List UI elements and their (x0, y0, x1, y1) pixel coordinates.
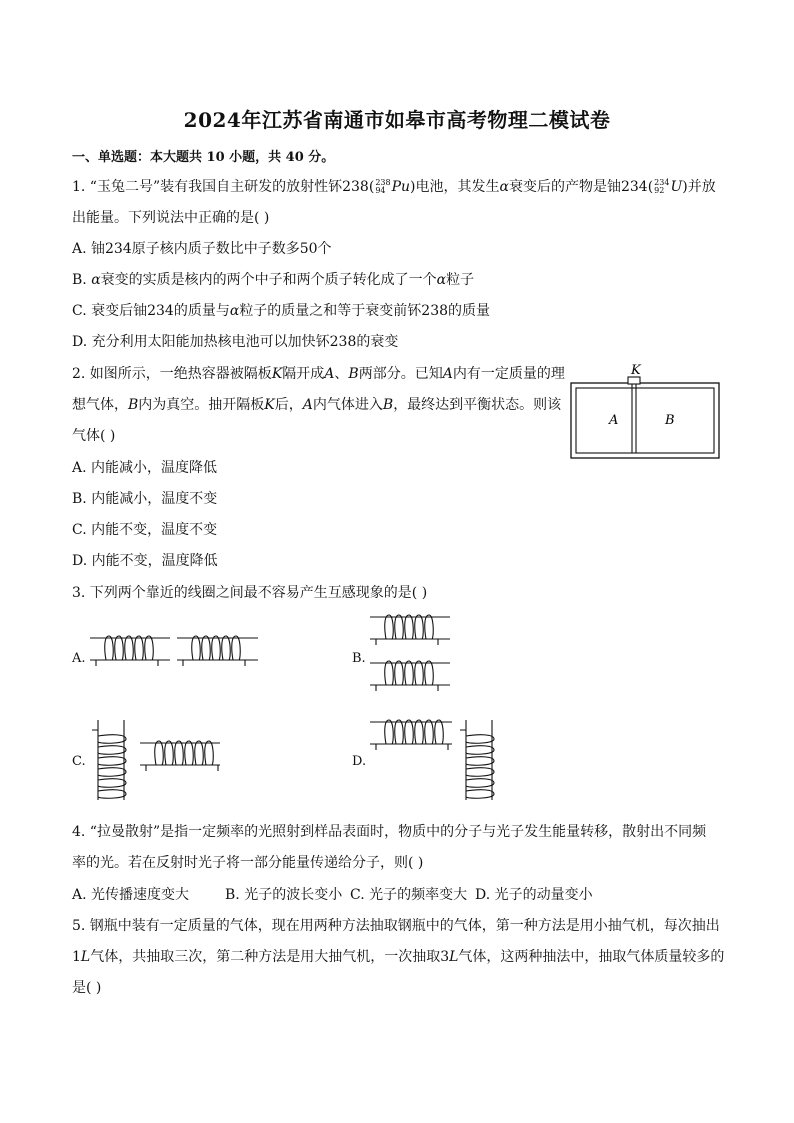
fig-label-k: K (631, 363, 641, 378)
coil-winding (376, 720, 443, 750)
section-heading: 一、单选题：本大题共 10 小题，共 40 分。 (72, 150, 335, 165)
q2-stem-line1: 2. 如图所示，一绝热容器被隔板K隔开成A、B两部分。已知A内有一定质量的理 (72, 366, 565, 382)
coil-winding (92, 730, 126, 798)
coil-a-right (177, 636, 258, 666)
q1-option-c: C. 衰变后铀234的质量与α粒子的质量之和等于衰变前钚238的质量 (72, 303, 491, 319)
page-title: 2024年江苏省南通市如皋市高考物理二模试卷 (183, 108, 611, 132)
q5-stem-line3: 是( ) (72, 980, 102, 996)
coil-a-left (90, 636, 170, 666)
q4-option-b: B. 光子的波长变小 (225, 887, 343, 903)
fig-label-b: B (665, 413, 675, 428)
coil-winding (183, 636, 240, 666)
coil-c-horizontal (140, 741, 220, 771)
q2-stem-line3: 气体( ) (72, 428, 116, 444)
fig-label-a: A (609, 413, 619, 428)
q3-label-c: C. (72, 754, 86, 769)
pu-isotope-notation: 238 94 (375, 178, 391, 195)
coil-winding (96, 636, 153, 666)
q2-option-a: A. 内能减小，温度降低 (72, 460, 218, 476)
q4-option-a: A. 光传播速度变大 (72, 887, 190, 903)
q3-label-a: A. (72, 651, 86, 666)
coil-d-horizontal (370, 720, 452, 750)
q4-option-c: C. 光子的频率变大 (350, 887, 468, 903)
u-isotope-notation: 234 92 (654, 178, 670, 195)
container-inner-wall (576, 388, 714, 453)
q2-container-figure (565, 362, 725, 462)
q4-stem-line2: 率的光。若在反射时光子将一部分能量传递给分子，则( ) (72, 855, 424, 871)
coil-pair-a (90, 636, 258, 666)
coil-pair-d (370, 720, 494, 800)
coil-winding (146, 741, 213, 771)
q5-stem-line1: 5. 钢瓶中装有一定质量的气体，现在用两种方法抽取钢瓶中的气体，第一种方法是用小抽气机，每次抽出 (72, 918, 720, 934)
q1-stem-line2: 出能量。下列说法中正确的是( ) (72, 210, 270, 226)
q4-stem-line1: 4. “拉曼散射”是指一定频率的光照射到样品表面时，物质中的分子与光子发生能量转移，散射出不同频 (72, 824, 707, 840)
q1-option-a: A. 铀234原子核内质子数比中子数多50个 (72, 241, 332, 257)
partition-handle (628, 377, 640, 384)
coil-c-vertical (92, 720, 126, 800)
coil-b-bottom (370, 661, 450, 691)
coil-d-vertical (460, 720, 494, 800)
q3-label-b: B. (352, 651, 366, 666)
q5-stem-line2: 1L气体，共抽取三次，第二种方法是用大抽气机，一次抽取3L气体，这两种抽法中，抽取气体质量较多的 (72, 949, 725, 965)
q2-option-c: C. 内能不变，温度不变 (72, 522, 218, 538)
q3-coil-figures (0, 600, 794, 810)
q1-option-b: B. α衰变的实质是核内的两个中子和两个质子转化成了一个α粒子 (72, 272, 475, 288)
coil-pair-c (92, 720, 220, 800)
q1-option-d: D. 充分利用太阳能加热核电池可以加快钚238的衰变 (72, 334, 399, 350)
q2-stem-line2: 想气体，B内为真空。抽开隔板K后，A内气体进入B，最终达到平衡状态。则该 (72, 397, 562, 413)
container-outer-wall (571, 383, 719, 458)
coil-winding (376, 615, 433, 645)
q3-label-d: D. (352, 754, 367, 769)
coil-winding (376, 661, 433, 691)
q2-option-b: B. 内能减小，温度不变 (72, 491, 218, 507)
q1-stem-line1: 1. “玉兔二号”装有我国自主研发的放射性钚238( 238 94 Pu)电池，其发生α衰变后的产物是铀234( 234 92 U)并放 (72, 178, 716, 195)
q4-option-d: D. 光子的动量变小 (475, 887, 593, 903)
coil-b-top (370, 615, 450, 645)
coil-pair-b (370, 615, 450, 691)
coil-winding (460, 730, 494, 798)
q3-stem: 3. 下列两个靠近的线圈之间最不容易产生互感现象的是( ) (72, 585, 428, 601)
q2-option-d: D. 内能不变，温度降低 (72, 553, 218, 569)
